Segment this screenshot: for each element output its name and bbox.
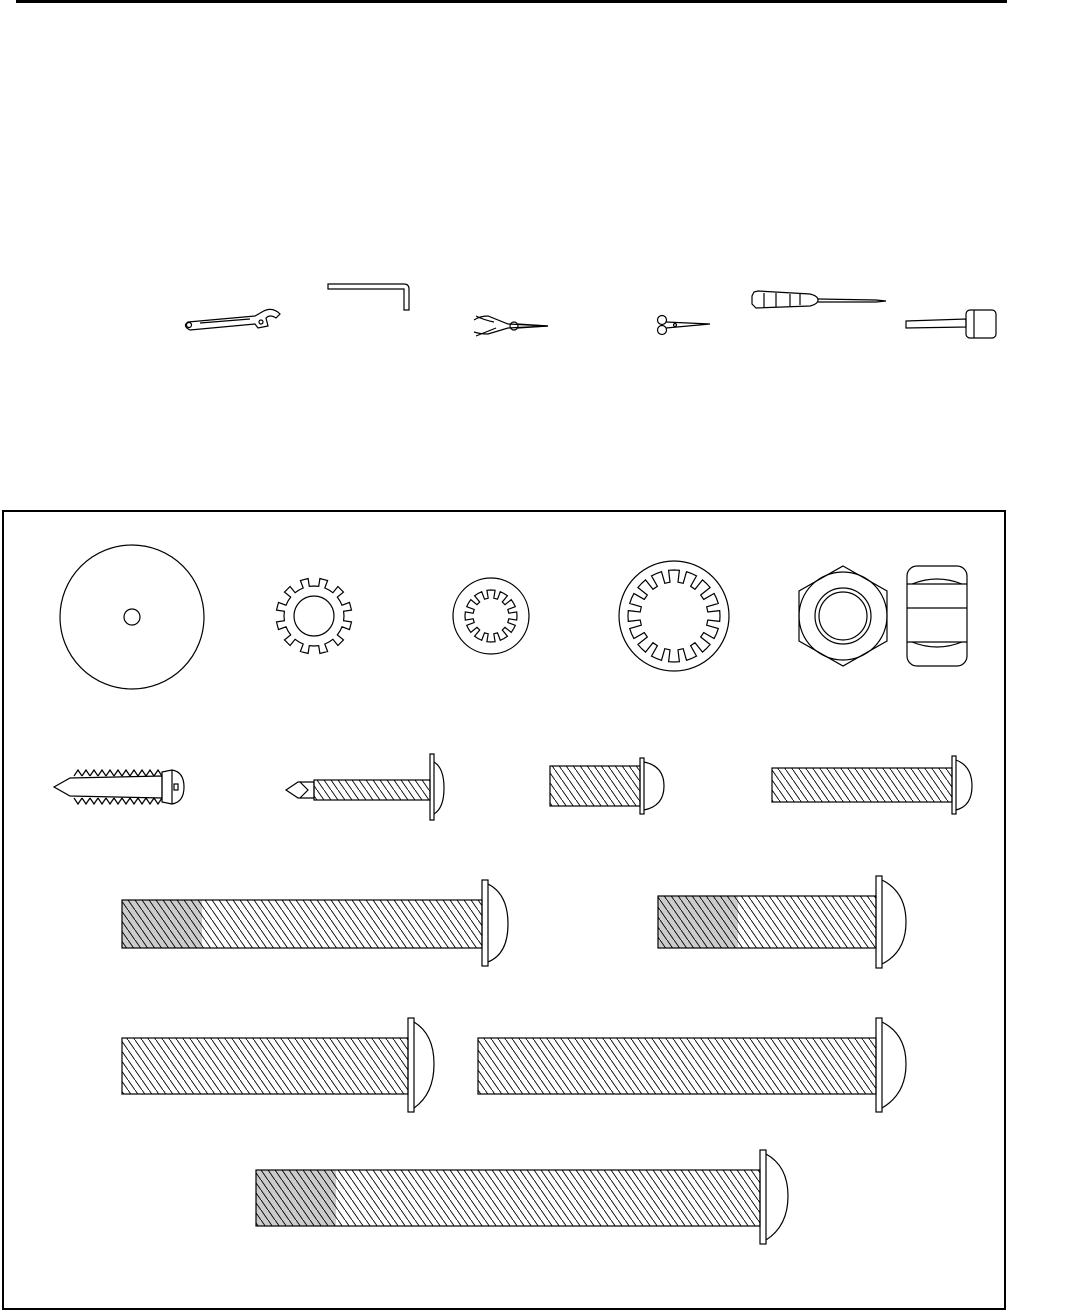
- flat-washer-icon: [60, 545, 204, 689]
- rubber-mallet-icon: [906, 310, 996, 338]
- adjustable-wrench-icon: [185, 309, 280, 330]
- hex-nut-icon: [799, 566, 887, 666]
- needle-nose-pliers-icon: [474, 316, 548, 336]
- medium-button-bolt-icon: [772, 756, 972, 814]
- top-rule: [16, 0, 1007, 3]
- scissors-icon: [658, 316, 711, 335]
- short-button-bolt-icon: [550, 758, 664, 814]
- phillips-screwdriver-icon: [752, 291, 886, 308]
- external-star-washer-icon: [277, 579, 352, 654]
- longest-partially-threaded-bolt-icon: [256, 1150, 788, 1244]
- hardware-parts-panel: [2, 510, 1006, 1310]
- fully-threaded-bolt-b-icon: [478, 1018, 906, 1112]
- fully-threaded-bolt-a-icon: [122, 1018, 434, 1112]
- large-internal-star-washer-icon: [619, 561, 729, 671]
- hex-key-icon: [328, 284, 409, 310]
- long-partially-threaded-bolt-icon: [122, 880, 508, 966]
- medium-partially-threaded-bolt-icon: [658, 876, 906, 968]
- hardware-illustration: [2, 510, 1006, 1310]
- self-drilling-screw-icon: [286, 754, 444, 820]
- internal-star-washer-icon: [453, 578, 529, 654]
- nylon-lock-nut-icon: [907, 566, 967, 666]
- tapping-screw-icon: [54, 770, 184, 804]
- tools-illustration-row: [0, 270, 1078, 350]
